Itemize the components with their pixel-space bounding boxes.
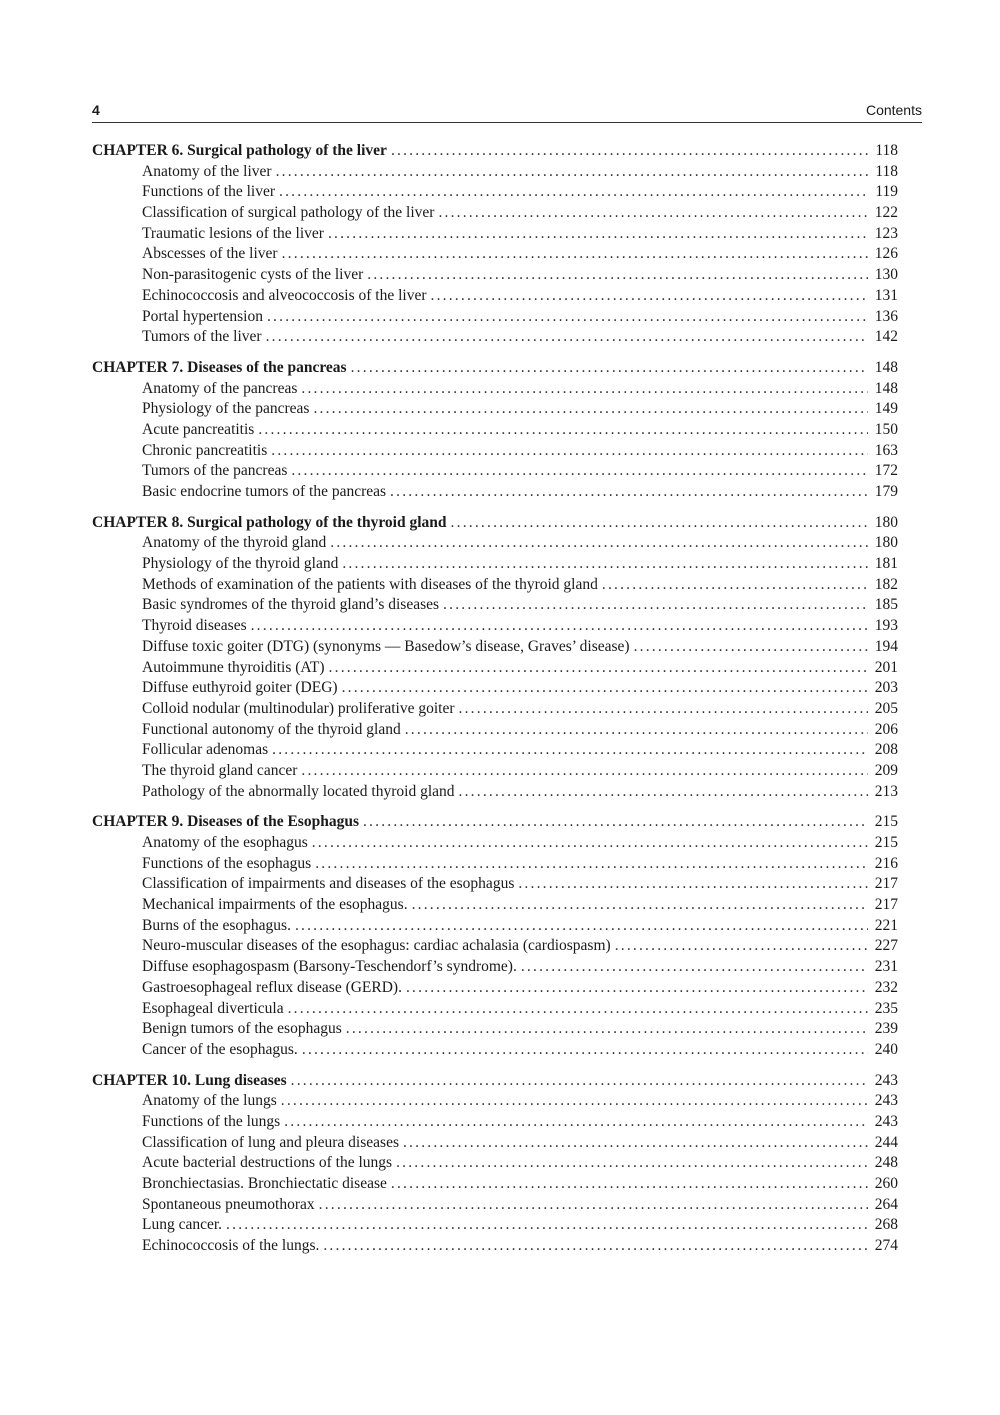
section-entry[interactable] bbox=[92, 936, 898, 957]
section-entry[interactable] bbox=[92, 761, 898, 782]
dot-leader bbox=[459, 782, 868, 803]
dot-leader bbox=[342, 554, 868, 575]
section-entry[interactable] bbox=[92, 575, 898, 596]
chapter-block bbox=[92, 513, 898, 803]
section-entry[interactable] bbox=[92, 533, 898, 554]
page-ref: 180 bbox=[874, 513, 898, 531]
page-ref: 123 bbox=[874, 224, 898, 242]
section-title: Anatomy of the pancreas bbox=[142, 379, 298, 397]
dot-leader bbox=[291, 1071, 868, 1092]
page-ref: 264 bbox=[874, 1195, 898, 1213]
chapter-entry[interactable] bbox=[92, 141, 898, 162]
section-entry[interactable] bbox=[92, 1133, 898, 1154]
section-title: Traumatic lesions of the liver bbox=[142, 224, 324, 242]
page-ref: 126 bbox=[874, 245, 898, 263]
dot-leader bbox=[438, 203, 868, 224]
page-ref: 179 bbox=[874, 483, 898, 500]
dot-leader bbox=[351, 358, 868, 379]
section-title: Echinococcosis and alveococcosis of the liver bbox=[142, 286, 427, 304]
page-ref: 213 bbox=[874, 782, 898, 800]
section-entry[interactable] bbox=[92, 1040, 898, 1061]
section-title: Portal hypertension bbox=[142, 307, 263, 325]
page-ref: 227 bbox=[874, 937, 898, 955]
page-header bbox=[92, 100, 922, 123]
chapter-title: CHAPTER 7. Diseases of the pancreas bbox=[92, 358, 347, 376]
page-ref: 119 bbox=[875, 183, 898, 201]
dot-leader bbox=[279, 182, 868, 203]
section-entry[interactable] bbox=[92, 740, 898, 761]
chapter-entry[interactable] bbox=[92, 358, 898, 379]
page-ref: 209 bbox=[874, 761, 898, 779]
dot-leader bbox=[328, 224, 868, 245]
page-ref: 194 bbox=[874, 637, 898, 655]
dot-leader bbox=[330, 533, 868, 554]
section-entry[interactable] bbox=[92, 327, 898, 348]
section-title: Classification of surgical pathology of the liver bbox=[142, 204, 435, 222]
page-ref: 142 bbox=[874, 328, 898, 346]
dot-leader bbox=[266, 327, 868, 348]
section-entry[interactable] bbox=[92, 616, 898, 637]
dot-leader bbox=[323, 1236, 868, 1257]
section-title: The thyroid gland cancer bbox=[142, 761, 298, 779]
page-ref: 131 bbox=[874, 286, 898, 304]
dot-leader bbox=[342, 678, 868, 699]
section-title: Functional autonomy of the thyroid gland bbox=[142, 720, 401, 738]
section-title: Colloid nodular (multinodular) proliferative goiter bbox=[142, 699, 455, 717]
page-ref: 243 bbox=[874, 1112, 898, 1130]
section-entry[interactable] bbox=[92, 1091, 898, 1112]
dot-leader bbox=[319, 1195, 868, 1216]
running-title: Contents bbox=[865, 102, 922, 118]
page-ref: 215 bbox=[874, 813, 898, 831]
dot-leader bbox=[431, 286, 869, 307]
chapter-block bbox=[92, 141, 898, 348]
section-entry[interactable] bbox=[92, 658, 898, 679]
page-ref: 205 bbox=[874, 699, 898, 717]
section-title: Anatomy of the lungs bbox=[142, 1092, 277, 1110]
section-entry[interactable] bbox=[92, 999, 898, 1020]
page-number: 4 bbox=[92, 102, 100, 118]
dot-leader bbox=[346, 1019, 868, 1040]
dot-leader bbox=[276, 162, 868, 183]
section-entry[interactable] bbox=[92, 595, 898, 616]
section-title: Classification of lung and pleura diseases bbox=[142, 1133, 399, 1151]
page-ref: 149 bbox=[874, 400, 898, 418]
section-title: Benign tumors of the esophagus bbox=[142, 1020, 342, 1038]
page-ref: 193 bbox=[874, 617, 898, 635]
dot-leader bbox=[281, 1091, 868, 1112]
dot-leader bbox=[403, 1133, 868, 1154]
section-entry[interactable] bbox=[92, 895, 898, 916]
section-title: Functions of the lungs bbox=[142, 1112, 281, 1130]
dot-leader bbox=[302, 1040, 868, 1061]
dot-leader bbox=[459, 699, 868, 720]
section-entry[interactable] bbox=[92, 978, 898, 999]
section-title: Bronchiectasias. Bronchiectatic disease bbox=[142, 1175, 387, 1192]
section-title: Spontaneous pneumothorax bbox=[142, 1195, 315, 1213]
page-ref: 148 bbox=[874, 358, 898, 376]
section-title: Diffuse euthyroid goiter (DEG) bbox=[142, 679, 338, 697]
section-title: Acute bacterial destructions of the lungs bbox=[142, 1154, 393, 1172]
page-ref: 248 bbox=[874, 1154, 898, 1172]
page-ref: 182 bbox=[874, 575, 898, 593]
page-ref: 150 bbox=[874, 420, 898, 438]
page-ref: 217 bbox=[874, 875, 898, 893]
section-entry[interactable] bbox=[92, 461, 898, 482]
section-entry[interactable] bbox=[92, 307, 898, 328]
dot-leader bbox=[363, 812, 868, 833]
page-ref: 239 bbox=[874, 1020, 898, 1038]
page-ref: 244 bbox=[874, 1133, 898, 1151]
page-ref: 148 bbox=[874, 379, 898, 397]
section-entry[interactable] bbox=[92, 1174, 898, 1195]
page-ref: 172 bbox=[874, 462, 898, 480]
section-title: Mechanical impairments of the esophagus. bbox=[142, 896, 408, 914]
section-entry[interactable] bbox=[92, 1236, 898, 1257]
page-ref: 208 bbox=[874, 741, 898, 759]
dot-leader bbox=[405, 720, 868, 741]
dot-leader bbox=[258, 420, 868, 441]
section-entry[interactable] bbox=[92, 162, 898, 183]
section-title: Physiology of the thyroid gland bbox=[142, 555, 339, 573]
page-ref: 163 bbox=[874, 441, 898, 459]
section-title: Burns of the esophagus. bbox=[142, 916, 291, 934]
chapter-title: CHAPTER 10. Lung diseases bbox=[92, 1071, 287, 1089]
section-entry[interactable] bbox=[92, 1019, 898, 1040]
dot-leader bbox=[634, 637, 868, 658]
chapter-entry[interactable] bbox=[92, 812, 898, 833]
section-entry[interactable] bbox=[92, 720, 898, 741]
page-ref: 260 bbox=[874, 1175, 898, 1192]
section-title: Cancer of the esophagus. bbox=[142, 1040, 298, 1058]
section-title: Basic endocrine tumors of the pancreas bbox=[142, 483, 387, 500]
section-entry[interactable] bbox=[92, 957, 898, 978]
section-title: Lung cancer. bbox=[142, 1216, 223, 1234]
section-entry[interactable] bbox=[92, 244, 898, 265]
section-title: Acute pancreatitis bbox=[142, 420, 255, 438]
dot-leader bbox=[282, 244, 868, 265]
section-entry[interactable] bbox=[92, 854, 898, 875]
page-ref: 122 bbox=[874, 204, 898, 222]
page-ref: 206 bbox=[874, 720, 898, 738]
dot-leader bbox=[412, 895, 868, 916]
section-title: Anatomy of the thyroid gland bbox=[142, 534, 327, 552]
dot-leader bbox=[313, 399, 868, 420]
page-ref: 221 bbox=[874, 916, 898, 934]
dot-leader bbox=[315, 854, 868, 875]
dot-leader bbox=[406, 978, 868, 999]
page-ref: 136 bbox=[874, 307, 898, 325]
dot-leader bbox=[602, 575, 868, 596]
section-title: Follicular adenomas bbox=[142, 741, 269, 759]
dot-leader bbox=[521, 957, 868, 978]
section-title: Anatomy of the liver bbox=[142, 162, 272, 180]
section-title: Anatomy of the esophagus bbox=[142, 834, 308, 851]
section-entry[interactable] bbox=[92, 399, 898, 420]
section-title: Esophageal diverticula bbox=[142, 999, 284, 1017]
section-title: Tumors of the liver bbox=[142, 328, 262, 346]
dot-leader bbox=[301, 379, 868, 400]
section-entry[interactable] bbox=[92, 224, 898, 245]
page-ref: 232 bbox=[874, 978, 898, 996]
section-entry[interactable] bbox=[92, 874, 898, 895]
page-ref: 243 bbox=[874, 1092, 898, 1110]
section-entry[interactable] bbox=[92, 203, 898, 224]
dot-leader bbox=[391, 141, 868, 162]
page-ref: 215 bbox=[874, 834, 898, 851]
section-title: Methods of examination of the patients with diseases of the thyroid gland bbox=[142, 575, 598, 593]
page-ref: 268 bbox=[874, 1216, 898, 1234]
page-ref: 216 bbox=[874, 854, 898, 872]
section-entry[interactable] bbox=[92, 182, 898, 203]
chapter-entry[interactable] bbox=[92, 513, 898, 534]
dot-leader bbox=[251, 616, 868, 637]
dot-leader bbox=[272, 740, 868, 761]
dot-leader bbox=[312, 833, 868, 854]
section-title: Abscesses of the liver bbox=[142, 245, 278, 263]
dot-leader bbox=[518, 874, 868, 895]
dot-leader bbox=[301, 761, 868, 782]
dot-leader bbox=[291, 461, 868, 482]
section-entry[interactable] bbox=[92, 916, 898, 937]
page-ref: 240 bbox=[874, 1040, 898, 1058]
section-entry[interactable] bbox=[92, 379, 898, 400]
section-title: Autoimmune thyroiditis (AT) bbox=[142, 658, 325, 676]
section-entry[interactable] bbox=[92, 1215, 898, 1236]
section-title: Basic syndromes of the thyroid gland’s diseases bbox=[142, 596, 440, 614]
section-title: Echinococcosis of the lungs. bbox=[142, 1237, 320, 1255]
section-title: Non-parasitogenic cysts of the liver bbox=[142, 266, 364, 284]
dot-leader bbox=[391, 1174, 868, 1195]
section-title: Diffuse toxic goiter (DTG) (synonyms — Basedow’s disease, Graves’ disease) bbox=[142, 637, 630, 655]
page-ref: 243 bbox=[874, 1071, 898, 1089]
page-ref: 118 bbox=[875, 162, 898, 180]
dot-leader bbox=[615, 936, 868, 957]
chapter-title: CHAPTER 8. Surgical pathology of the thyroid gland bbox=[92, 513, 447, 531]
section-entry[interactable] bbox=[92, 482, 898, 503]
section-entry[interactable] bbox=[92, 637, 898, 658]
section-entry[interactable] bbox=[92, 782, 898, 803]
page-ref: 181 bbox=[874, 555, 898, 573]
dot-leader bbox=[288, 999, 868, 1020]
section-entry[interactable] bbox=[92, 699, 898, 720]
page-ref: 201 bbox=[874, 658, 898, 676]
page-ref: 235 bbox=[874, 999, 898, 1017]
section-entry[interactable] bbox=[92, 265, 898, 286]
section-entry[interactable] bbox=[92, 833, 898, 854]
dot-leader bbox=[295, 916, 868, 937]
dot-leader bbox=[367, 265, 868, 286]
section-title: Diffuse esophagospasm (Barsony-Teschendorf’s syndrome). bbox=[142, 958, 517, 976]
section-title: Classification of impairments and diseases of the esophagus bbox=[142, 875, 515, 893]
dot-leader bbox=[390, 482, 868, 503]
page-ref: 274 bbox=[874, 1237, 898, 1255]
section-entry[interactable] bbox=[92, 1112, 898, 1133]
dot-leader bbox=[271, 441, 868, 462]
page-ref: 185 bbox=[874, 596, 898, 614]
page-ref: 203 bbox=[874, 679, 898, 697]
section-title: Physiology of the pancreas bbox=[142, 400, 310, 418]
dot-leader bbox=[329, 658, 868, 679]
section-entry[interactable] bbox=[92, 441, 898, 462]
page-ref: 118 bbox=[875, 142, 898, 159]
page-ref: 217 bbox=[874, 896, 898, 914]
chapter-block bbox=[92, 812, 898, 1060]
dot-leader bbox=[443, 595, 868, 616]
section-entry[interactable] bbox=[92, 678, 898, 699]
chapter-title: CHAPTER 9. Diseases of the Esophagus bbox=[92, 813, 359, 831]
dot-leader bbox=[284, 1112, 868, 1133]
chapter-entry[interactable] bbox=[92, 1071, 898, 1092]
chapter-title: CHAPTER 6. Surgical pathology of the liver bbox=[92, 142, 387, 159]
page-ref: 130 bbox=[874, 266, 898, 284]
chapter-block bbox=[92, 358, 898, 503]
chapter-block bbox=[92, 1071, 898, 1257]
page-ref: 231 bbox=[874, 958, 898, 976]
page-ref: 180 bbox=[874, 534, 898, 552]
section-title: Functions of the esophagus bbox=[142, 854, 312, 872]
dot-leader bbox=[267, 307, 868, 328]
dot-leader bbox=[226, 1215, 868, 1236]
section-title: Chronic pancreatitis bbox=[142, 441, 268, 459]
dot-leader bbox=[451, 513, 868, 534]
section-entry[interactable] bbox=[92, 554, 898, 575]
table-of-contents bbox=[92, 141, 898, 1267]
section-title: Functions of the liver bbox=[142, 183, 276, 201]
section-entry[interactable] bbox=[92, 1195, 898, 1216]
dot-leader bbox=[396, 1153, 868, 1174]
section-title: Pathology of the abnormally located thyroid gland bbox=[142, 782, 455, 800]
section-title: Gastroesophageal reflux disease (GERD). bbox=[142, 978, 402, 996]
section-entry[interactable] bbox=[92, 1153, 898, 1174]
section-entry[interactable] bbox=[92, 286, 898, 307]
section-title: Neuro-muscular diseases of the esophagus: cardiac achalasia (cardiospasm) bbox=[142, 937, 611, 955]
section-title: Thyroid diseases bbox=[142, 617, 247, 635]
section-entry[interactable] bbox=[92, 420, 898, 441]
section-title: Tumors of the pancreas bbox=[142, 462, 288, 480]
